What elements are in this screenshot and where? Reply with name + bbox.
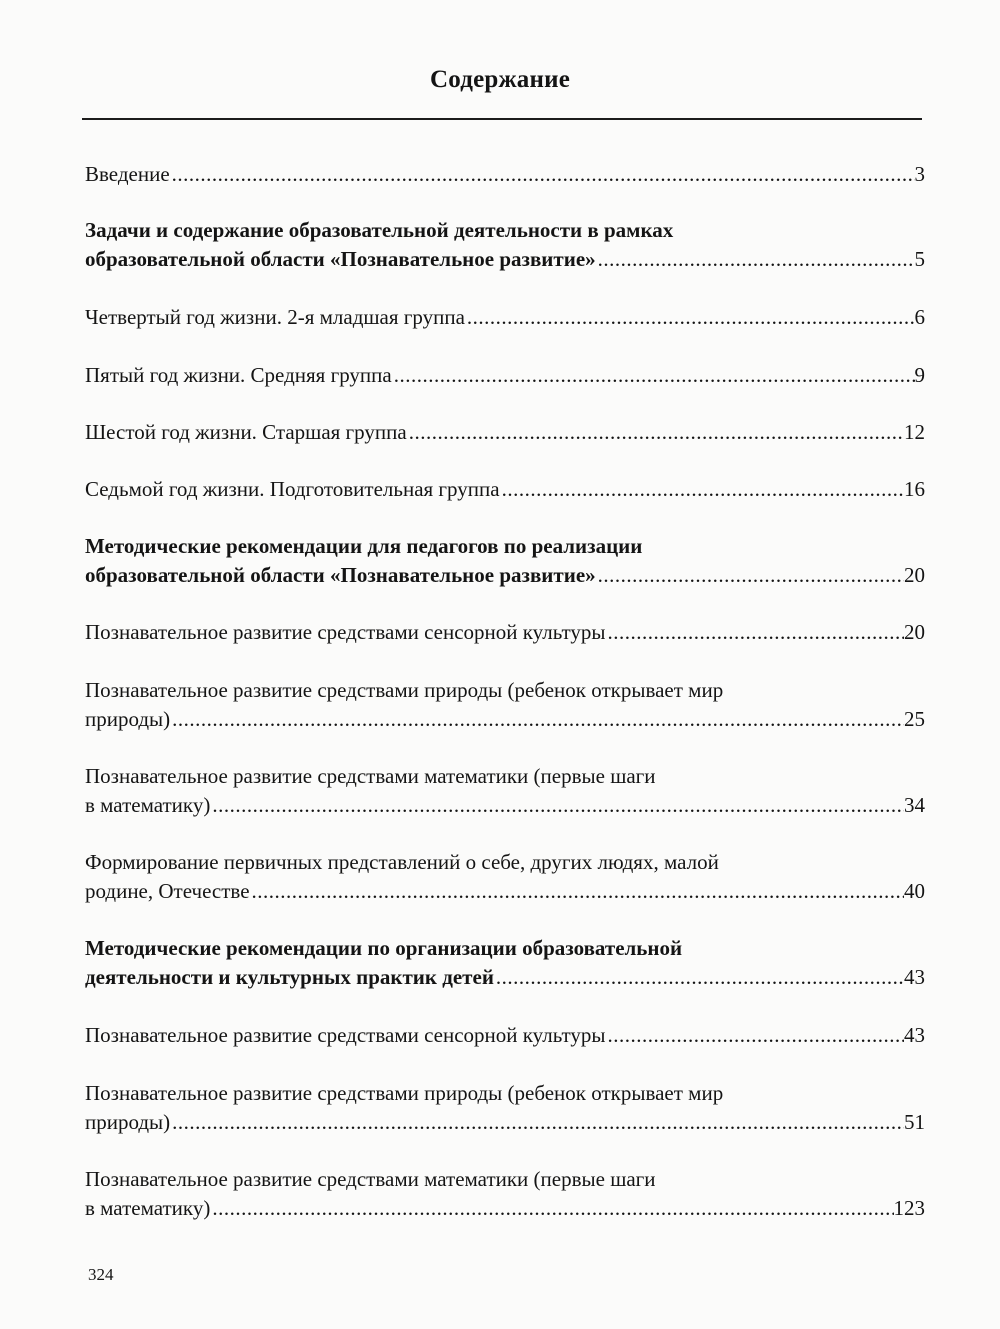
page-number: 324: [88, 1265, 114, 1284]
toc-entry-last-line: [85, 963, 925, 992]
toc-entry-title: природы): [85, 1110, 171, 1134]
dot-leader: [598, 561, 904, 590]
toc-entry-last-line: [85, 418, 925, 447]
toc-entry-title: в математику): [85, 793, 211, 817]
toc-page-number: 12: [904, 420, 925, 444]
toc-entry-method-recommendations-organization[interactable]: [85, 934, 925, 992]
dot-leader: [409, 418, 904, 447]
toc-page-number: 43: [904, 1023, 925, 1047]
toc-entry-title: образовательной области «Познавательное развитие»: [85, 247, 596, 271]
toc-entry-primary-concepts[interactable]: [85, 848, 925, 906]
toc-entry-title: родине, Отечестве: [85, 879, 250, 903]
toc-entry-tasks-content[interactable]: [85, 216, 925, 274]
toc-entry-last-line: [85, 1108, 925, 1137]
toc-page-number: 9: [914, 363, 925, 387]
toc-entry-title: природы): [85, 707, 171, 731]
dot-leader: [172, 705, 904, 734]
dot-leader: [172, 1108, 904, 1137]
toc-entry-last-line: [85, 877, 925, 906]
toc-entry-last-line: [85, 618, 925, 647]
toc-entry-line: Методические рекомендации для педагогов по реализации: [85, 534, 643, 558]
toc-entry-last-line: [85, 561, 925, 590]
toc-entry-title: Седьмой год жизни. Подготовительная группа: [85, 477, 500, 501]
toc-page-number: 40: [904, 879, 925, 903]
toc-page-number: 43: [904, 965, 925, 989]
toc-entry-nature-1[interactable]: [85, 676, 925, 734]
toc-entry-introduction[interactable]: [85, 160, 925, 189]
toc-entry-title: образовательной области «Познавательное развитие»: [85, 563, 596, 587]
toc-page-number: 34: [904, 793, 925, 817]
dot-leader: [598, 245, 915, 274]
toc-entry-last-line: [85, 475, 925, 504]
toc-page-number: 123: [893, 1196, 925, 1220]
toc-entry-last-line: [85, 245, 925, 274]
toc-entry-fourth-year[interactable]: [85, 303, 925, 332]
toc-page-number: 20: [904, 563, 925, 587]
toc-entry-last-line: [85, 1021, 925, 1050]
dot-leader: [394, 361, 915, 390]
toc-entry-title: Введение: [85, 162, 170, 186]
toc-entry-fifth-year[interactable]: [85, 361, 925, 390]
page-title: Содержание: [429, 66, 570, 93]
toc-entry-title: Познавательное развитие средствами сенсорной культуры: [85, 620, 606, 644]
toc-page-number: 5: [914, 247, 925, 271]
toc-page-number: 16: [904, 477, 925, 501]
toc-entry-math-2[interactable]: [85, 1165, 925, 1223]
toc-entry-sensory-culture-1[interactable]: [85, 618, 925, 647]
toc-entry-last-line: [85, 791, 925, 820]
toc-entry-title: Пятый год жизни. Средняя группа: [85, 363, 392, 387]
dot-leader: [172, 160, 915, 189]
toc-entry-last-line: [85, 1194, 925, 1223]
toc-entry-title: Четвертый год жизни. 2-я младшая группа: [85, 305, 465, 329]
toc-page-number: 25: [904, 707, 925, 731]
toc-entry-line: Формирование первичных представлений о себе, других людях, малой: [85, 850, 719, 874]
toc-entry-title: Познавательное развитие средствами сенсорной культуры: [85, 1023, 606, 1047]
toc-page-number: 3: [914, 162, 925, 186]
toc-entry-line: Познавательное развитие средствами природы (ребенок открывает мир: [85, 1081, 724, 1105]
toc-entry-last-line: [85, 361, 925, 390]
toc-entry-last-line: [85, 160, 925, 189]
toc-page-number: 20: [904, 620, 925, 644]
dot-leader: [608, 1021, 904, 1050]
toc-entry-line: Задачи и содержание образовательной деятельности в рамках: [85, 218, 674, 242]
toc-entry-nature-2[interactable]: [85, 1079, 925, 1137]
dot-leader: [502, 475, 904, 504]
toc-page-number: 6: [914, 305, 925, 329]
toc-entry-line: Познавательное развитие средствами природы (ребенок открывает мир: [85, 678, 724, 702]
dot-leader: [496, 963, 904, 992]
toc-entry-math-1[interactable]: [85, 762, 925, 820]
toc-page-number: 51: [904, 1110, 925, 1134]
title-rule: [82, 118, 922, 120]
toc-entry-method-recommendations-teachers[interactable]: [85, 532, 925, 590]
toc-entry-title: Шестой год жизни. Старшая группа: [85, 420, 407, 444]
dot-leader: [252, 877, 904, 906]
toc-entry-line: Познавательное развитие средствами математики (первые шаги: [85, 1167, 656, 1191]
toc-entry-line: Методические рекомендации по организации образовательной: [85, 936, 683, 960]
toc-entry-title: деятельности и культурных практик детей: [85, 965, 494, 989]
toc-entry-last-line: [85, 705, 925, 734]
toc-entry-sensory-culture-2[interactable]: [85, 1021, 925, 1050]
toc-entry-last-line: [85, 303, 925, 332]
dot-leader: [212, 1194, 893, 1223]
dot-leader: [608, 618, 904, 647]
toc-entry-title: в математику): [85, 1196, 211, 1220]
dot-leader: [467, 303, 915, 332]
dot-leader: [212, 791, 904, 820]
toc-entry-line: Познавательное развитие средствами математики (первые шаги: [85, 764, 656, 788]
toc-entry-sixth-year[interactable]: [85, 418, 925, 447]
toc-entry-seventh-year[interactable]: [85, 475, 925, 504]
